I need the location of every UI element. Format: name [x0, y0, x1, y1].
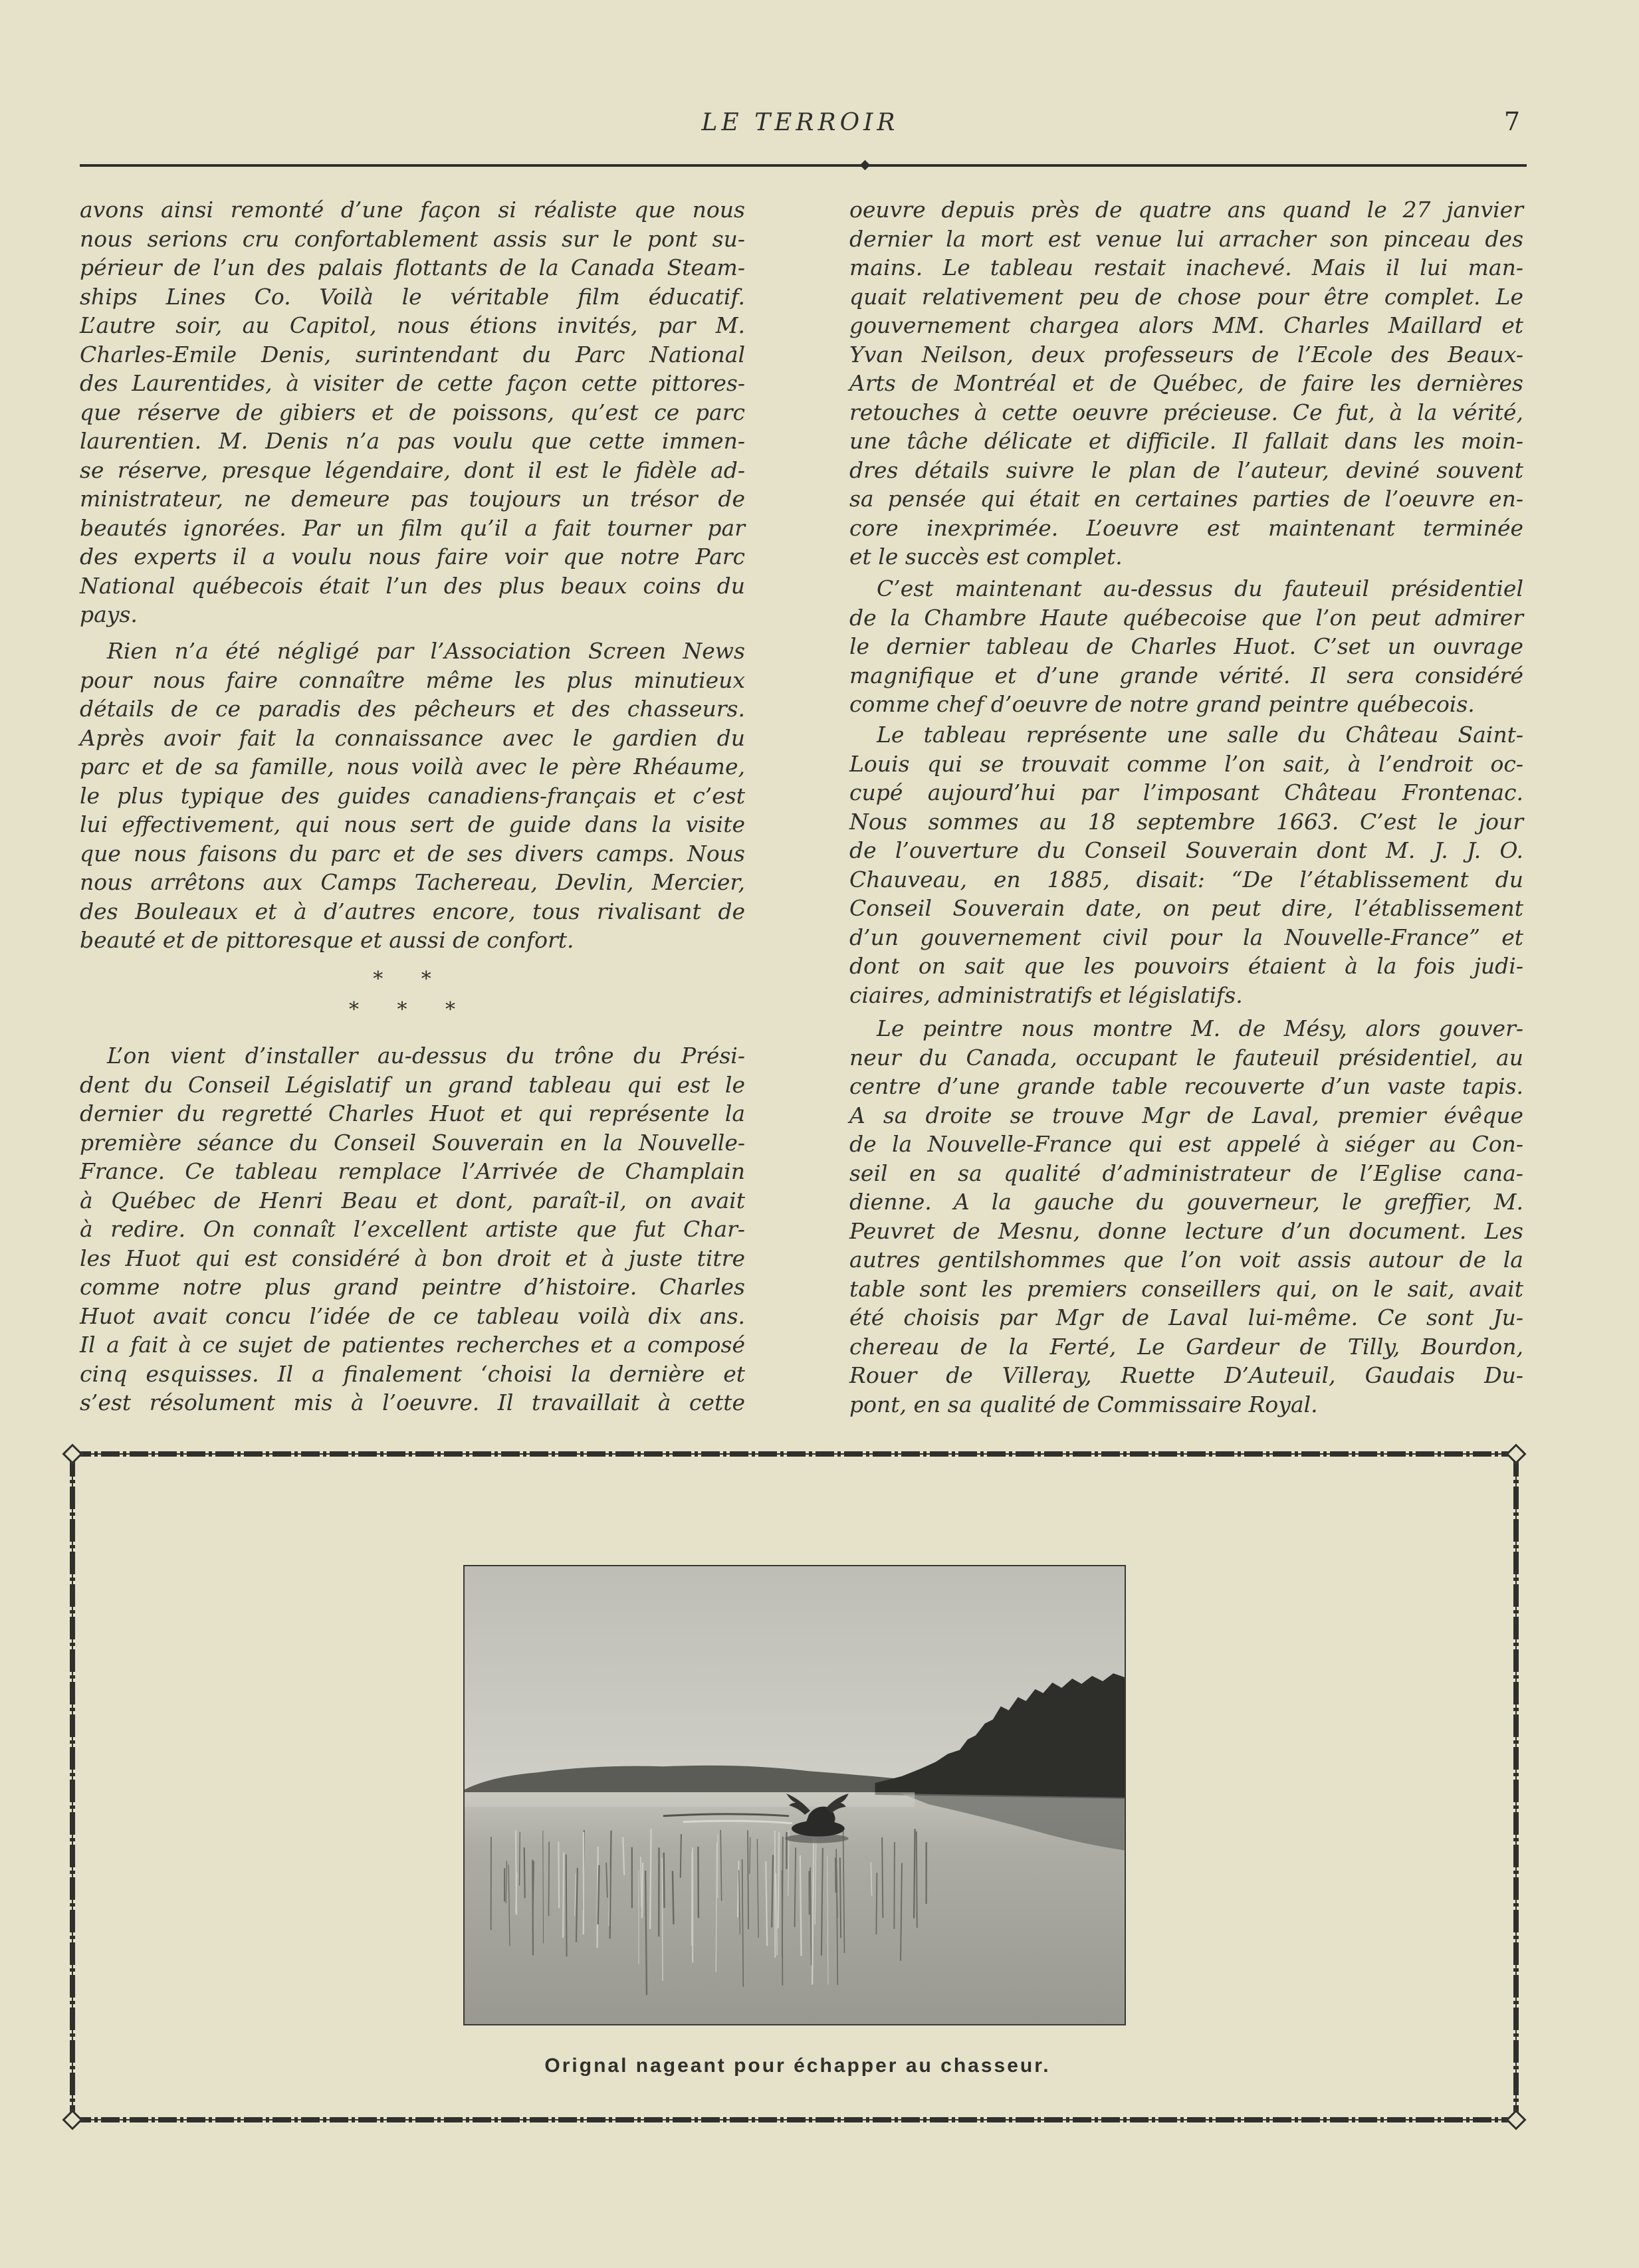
paragraph — [80, 195, 745, 629]
text-line: Nous sommes au 18 septembre 1663. C’est le jour — [849, 808, 1523, 835]
text-line: magnifique et d’une grande vérité. Il sera considéré — [849, 662, 1523, 688]
text-line: laurentien. M. Denis n’a pas voulu que cette immen- — [80, 428, 745, 454]
reed — [914, 1829, 915, 1918]
text-line: chereau de la Ferté, Le Gardeur de Tilly, Bourdon, — [849, 1333, 1523, 1360]
text-line: première séance du Conseil Souverain en la Nouvelle- — [80, 1129, 745, 1156]
text-line: dont on sait que les pouvoirs étaient à la fois judi- — [849, 953, 1523, 979]
paragraph — [849, 1014, 1523, 1419]
reed — [566, 1855, 567, 1956]
text-line: dienne. A la gauche du gouverneur, le greffier, M. — [849, 1189, 1523, 1215]
text-line: cupé aujourd’hui par l’imposant Château Frontenac. — [849, 779, 1523, 805]
text-line: Chauveau, en 1885, disait: “De l’établissement du — [849, 866, 1523, 892]
text-line: Louis qui se trouvait comme l’on sait, à l’endroit oc- — [849, 750, 1523, 777]
text-line: le plus typique des guides canadiens-français et c’est — [80, 782, 745, 809]
text-line: comme notre plus grand peintre d’histoire. Charles — [80, 1274, 745, 1300]
text-line: à Québec de Henri Beau et dont, paraît-il, on avait — [80, 1187, 745, 1213]
reed — [882, 1837, 883, 1918]
paragraph — [849, 720, 1523, 1009]
text-line: L’autre soir, au Capitol, nous étions invités, par M. — [80, 312, 745, 338]
reed — [876, 1873, 877, 1934]
text-line: se réserve, presque légendaire, dont il est le fidèle ad- — [80, 457, 745, 483]
text-line: Le peintre nous montre M. de Mésy, alors gouver- — [877, 1015, 1523, 1041]
text-line: une tâche délicate et difficile. Il fallait dans les moin- — [849, 428, 1523, 454]
text-line: à redire. On connaît l’excellent artiste que fut Char- — [80, 1216, 745, 1242]
text-line: Peuvret de Mesnu, donne lecture d’un document. Les — [849, 1217, 1523, 1244]
paragraph — [80, 1041, 745, 1417]
text-line: Charles-Emile Denis, surintendant du Parc National — [80, 341, 745, 367]
text-line: parc et de sa famille, nous voilà avec le père Rhéaume, — [80, 754, 745, 779]
text-line: beautés ignorées. Par un film qu’il a fait tourner par — [80, 514, 745, 541]
text-line: Rien n’a été négligé par l’Association Screen News — [107, 638, 745, 664]
text-line: dres détails suivre le plan de l’auteur, deviné souvent — [849, 457, 1523, 483]
text-line: Yvan Neilson, deux professeurs de l’Ecole des Beaux- — [849, 341, 1523, 367]
text-line: Le tableau représente une salle du Château Saint- — [877, 722, 1523, 748]
text-line: que nous faisons du parc et de ses divers camps. Nous — [80, 840, 745, 867]
section-separator-stars: * * * — [348, 998, 456, 1021]
text-line: des Laurentides, à visiter de cette façon cette pittores- — [80, 370, 745, 396]
text-line: ciaires, administratifs et législatifs. — [849, 981, 1243, 1008]
moose-photo — [463, 1565, 1126, 2025]
text-line: retouches à cette oeuvre précieuse. Ce fut, à la vérité, — [849, 399, 1523, 425]
text-line: C’est maintenant au-dessus du fauteuil présidentiel — [877, 575, 1523, 601]
text-line: France. Ce tableau remplace l’Arrivée de Champlain — [80, 1158, 745, 1184]
text-line: cinq esquisses. Il a finalement ‘choisi la dernière et — [80, 1360, 745, 1387]
text-line: Il a fait à ce sujet de patientes recherches et a composé — [80, 1332, 745, 1358]
text-line: pays. — [80, 601, 138, 627]
reed — [778, 1832, 779, 1928]
text-line: dernier du regretté Charles Huot et qui représente la — [80, 1100, 745, 1126]
figure-frame — [72, 1454, 1516, 2120]
text-line: beauté et de pittoresque et aussi de confort. — [80, 927, 574, 953]
reed — [532, 1860, 533, 1956]
text-line: détails de ce paradis des pêcheurs et des chasseurs. — [80, 696, 745, 722]
text-line: Huot avait concu l’idée de ce tableau voilà dix ans. — [80, 1302, 745, 1329]
text-line: ministrateur, ne demeure pas toujours un trésor de — [80, 486, 745, 512]
text-line: seil en sa qualité d’administrateur de l’Eglise cana- — [849, 1160, 1523, 1186]
reed — [642, 1863, 643, 1918]
decorative-border-bottom — [72, 2117, 1516, 2122]
text-line: ships Lines Co. Voilà le véritable film éducatif. — [80, 283, 745, 310]
decorative-border-top — [72, 1451, 1516, 1457]
text-line: que réserve de gibiers et de poissons, qu’est ce parc — [80, 399, 745, 425]
reed — [548, 1842, 549, 1916]
reed — [800, 1855, 802, 1956]
decorative-border-left — [70, 1454, 75, 2120]
reed — [519, 1832, 520, 1886]
paragraph — [849, 574, 1523, 719]
text-line: Rouer de Villeray, Ruette D’Auteuil, Gaudais Du- — [849, 1362, 1523, 1388]
text-line: pont, en sa qualité de Commissaire Royal. — [849, 1391, 1318, 1417]
text-line: centre d’une grande table recouverte d’un vaste tapis. — [849, 1073, 1523, 1099]
text-line: lui effectivement, qui nous sert de guide dans la visite — [80, 811, 745, 837]
text-line: nous serions cru confortablement assis sur le pont su- — [80, 225, 745, 252]
page-number: 7 — [1503, 107, 1521, 136]
text-line: A sa droite se trouve Mgr de Laval, premier évêque — [849, 1102, 1523, 1128]
text-line: Après avoir fait la connaissance avec le gardien du — [80, 724, 745, 751]
text-line: neur du Canada, occupant le fauteuil présidentiel, au — [849, 1044, 1523, 1071]
text-line: de la Chambre Haute québecoise que l’on peut admirer — [849, 604, 1523, 631]
text-line: gouvernement chargea alors MM. Charles Maillard et — [849, 312, 1523, 338]
reed — [558, 1841, 559, 1908]
text-line: quait relativement peu de chose pour être complet. Le — [849, 283, 1523, 310]
reed — [543, 1831, 544, 1944]
text-line: d’un gouvernement civil pour la Nouvelle-France” et — [849, 924, 1523, 950]
reed — [664, 1853, 665, 1908]
text-line: sa pensée qui était en certaines parties de l’oeuvre en- — [849, 486, 1523, 512]
reed — [563, 1853, 564, 1938]
corner-ornament — [62, 2109, 82, 2130]
figure-caption: Orignal nageant pour échapper au chasseur. — [544, 2055, 1051, 2077]
text-line: dent du Conseil Législatif un grand tableau qui est le — [80, 1071, 745, 1098]
text-line: dernier la mort est venue lui arracher son pinceau des — [849, 225, 1523, 252]
text-line: avons ainsi remonté d’une façon si réaliste que nous — [80, 197, 745, 223]
text-line: de la Nouvelle-France qui est appelé à siéger au Con- — [849, 1131, 1523, 1157]
text-line: de l’ouverture du Conseil Souverain dont M. J. J. O. — [849, 837, 1523, 863]
text-line: été choisis par Mgr de Laval lui-même. Ce sont Ju- — [849, 1304, 1523, 1330]
text-line: comme chef d’oeuvre de notre grand peintre québecois. — [849, 691, 1475, 717]
text-line: et le succès est complet. — [849, 544, 1123, 569]
section-separator-stars: * * — [373, 968, 431, 991]
text-line: s’est résolument mis à l’oeuvre. Il travaillait à cette — [80, 1390, 745, 1415]
text-line: autres gentilshommes que l’on voit assis autour de la — [849, 1247, 1523, 1273]
corner-ornament — [1505, 2109, 1526, 2130]
text-line: pour nous faire connaître même les plus minutieux — [80, 667, 745, 693]
reed — [840, 1857, 841, 1938]
text-line: nous arrêtons aux Camps Tachereau, Devlin, Mercier, — [80, 869, 745, 895]
moose-photo-scene — [465, 1566, 1125, 2024]
decorative-border-right — [1513, 1454, 1519, 2120]
text-line: oeuvre depuis près de quatre ans quand le 27 janvier — [849, 197, 1523, 223]
text-line: mains. Le tableau restait inachevé. Mais il lui man- — [849, 255, 1523, 280]
text-line: National québecois était l’un des plus beaux coins du — [80, 572, 745, 599]
right-column — [849, 0, 1523, 1449]
paragraph — [80, 637, 745, 955]
reed — [782, 1837, 783, 1956]
reed — [662, 1858, 663, 1981]
left-column — [80, 0, 745, 1449]
text-line: L’on vient d’installer au-dessus du trône du Prési- — [107, 1043, 745, 1069]
text-line: périeur de l’un des palais flottants de la Canada Steam- — [80, 255, 745, 280]
running-title: LE TERROIR — [701, 109, 899, 136]
reed — [835, 1858, 836, 1893]
text-line: Conseil Souverain date, on peut dire, l’établissement — [849, 895, 1523, 921]
text-line: le dernier tableau de Charles Huot. C’set un ouvrage — [849, 633, 1523, 659]
text-line: Arts de Montréal et de Québec, de faire les dernières — [849, 370, 1523, 396]
text-line: les Huot qui est considéré à bon droit et à juste titre — [80, 1245, 745, 1271]
text-line: core inexprimée. L’oeuvre est maintenant terminée — [849, 514, 1523, 541]
paragraph — [849, 195, 1523, 571]
text-line: des Bouleaux et à d’autres encore, tous rivalisant de — [80, 898, 745, 924]
text-line: table sont les premiers conseillers qui, on le sait, avait — [849, 1275, 1523, 1302]
text-line: des experts il a voulu nous faire voir que notre Parc — [80, 544, 745, 569]
reed — [524, 1847, 525, 1898]
